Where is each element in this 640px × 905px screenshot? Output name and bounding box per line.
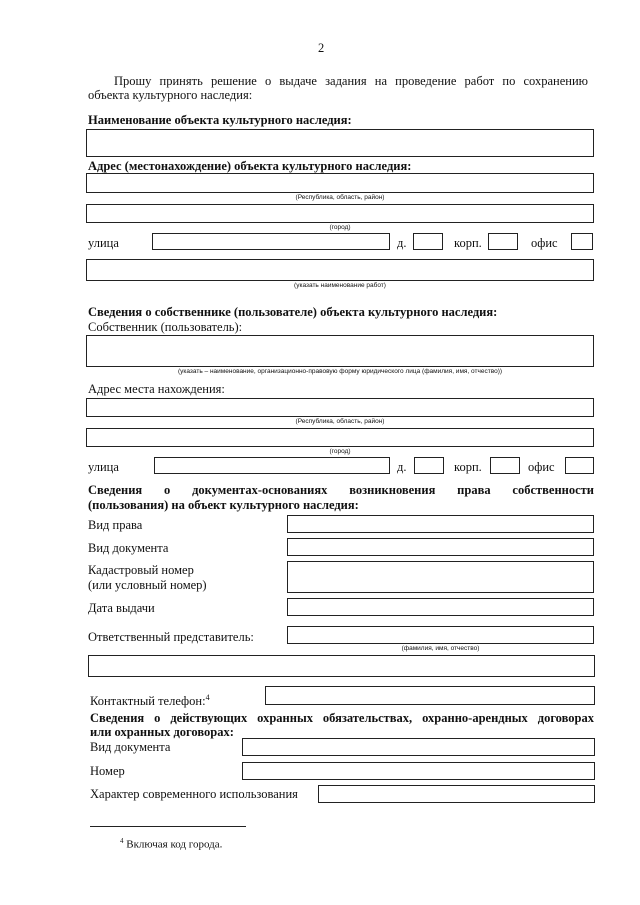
owner-caption: (указать – наименование, организационно-правовую форму юридического лица (фамилия, имя, отчество)) — [177, 368, 503, 375]
protection-doc-type-field[interactable] — [242, 738, 595, 756]
representative-label: Ответственный представитель: — [88, 630, 254, 644]
owner-region-caption: (Республика, область, район) — [295, 418, 385, 425]
doc-type-label: Вид документа — [88, 541, 169, 555]
representative-field[interactable] — [287, 626, 594, 644]
address-city-field[interactable] — [86, 204, 594, 223]
owner-house-field[interactable] — [414, 457, 444, 474]
address-office-label: офис — [531, 236, 558, 250]
owner-heading: Сведения о собственнике (пользователе) объекта культурного наследия: — [88, 305, 498, 319]
address-house-label: д. — [397, 236, 407, 250]
protection-heading-line-2: или охранных договорах: — [90, 725, 234, 739]
footnote: $^4$ Включая код города. — [120, 837, 223, 851]
address-building-field[interactable] — [488, 233, 518, 250]
doc-type-field[interactable] — [287, 538, 594, 556]
object-name-heading: Наименование объекта культурного наследия: — [88, 113, 352, 127]
address-city-caption: (город) — [329, 224, 351, 231]
owner-location-label: Адрес места нахождения: — [88, 382, 225, 396]
issue-date-label: Дата выдачи — [88, 601, 155, 615]
phone-label: Контактный телефон:$^4$ — [90, 693, 210, 709]
owner-city-caption: (город) — [329, 448, 351, 455]
owner-city-field[interactable] — [86, 428, 594, 447]
usage-field[interactable] — [318, 785, 595, 803]
usage-label: Характер современного использования — [90, 787, 298, 801]
owner-label: Собственник (пользователь): — [88, 320, 243, 334]
owner-street-field[interactable] — [154, 457, 390, 474]
address-street-label: улица — [88, 236, 119, 250]
cadastral-number-field[interactable] — [287, 561, 594, 593]
protection-doc-type-label: Вид документа — [90, 740, 171, 754]
intro-line-1: Прошу принять решение о выдаче задания на проведение работ по сохранению — [114, 74, 588, 88]
phone-field[interactable] — [265, 686, 595, 705]
owner-street-label: улица — [88, 460, 119, 474]
protection-number-label: Номер — [90, 764, 125, 778]
cadastral-label-line-2: (или условный номер) — [88, 578, 207, 592]
works-name-field[interactable] — [86, 259, 594, 281]
address-street-field[interactable] — [152, 233, 390, 250]
address-house-field[interactable] — [413, 233, 443, 250]
address-heading: Адрес (местонахождение) объекта культурного наследия: — [88, 159, 412, 173]
owner-building-label: корп. — [454, 460, 482, 474]
cadastral-label-line-1: Кадастровый номер — [88, 563, 194, 577]
owner-house-label: д. — [397, 460, 407, 474]
address-region-field[interactable] — [86, 173, 594, 193]
right-type-label: Вид права — [88, 518, 143, 532]
owner-region-field[interactable] — [86, 398, 594, 417]
issue-date-field[interactable] — [287, 598, 594, 616]
footnote-divider — [90, 826, 246, 827]
address-office-field[interactable] — [571, 233, 593, 250]
documents-heading-line-2: (пользования) на объект культурного наследия: — [88, 498, 359, 512]
owner-office-field[interactable] — [565, 457, 594, 474]
address-building-label: корп. — [454, 236, 482, 250]
protection-heading-line-1: Сведения о действующих охранных обязательствах, охранно-арендных договорах — [90, 711, 594, 725]
owner-office-label: офис — [528, 460, 555, 474]
representative-caption: (фамилия, имя, отчество) — [401, 645, 480, 652]
address-region-caption: (Республика, область, район) — [295, 194, 385, 201]
protection-number-field[interactable] — [242, 762, 595, 780]
page-number: 2 — [318, 41, 325, 55]
documents-heading-line-1: Сведения о документах-основаниях возникновения права собственности — [88, 483, 594, 497]
right-type-field[interactable] — [287, 515, 594, 533]
owner-name-field[interactable] — [86, 335, 594, 367]
owner-building-field[interactable] — [490, 457, 520, 474]
works-caption: (указать наименование работ) — [294, 282, 386, 289]
intro-line-2: объекта культурного наследия: — [88, 88, 253, 102]
object-name-field[interactable] — [86, 129, 594, 157]
representative-name-field[interactable] — [88, 655, 595, 677]
